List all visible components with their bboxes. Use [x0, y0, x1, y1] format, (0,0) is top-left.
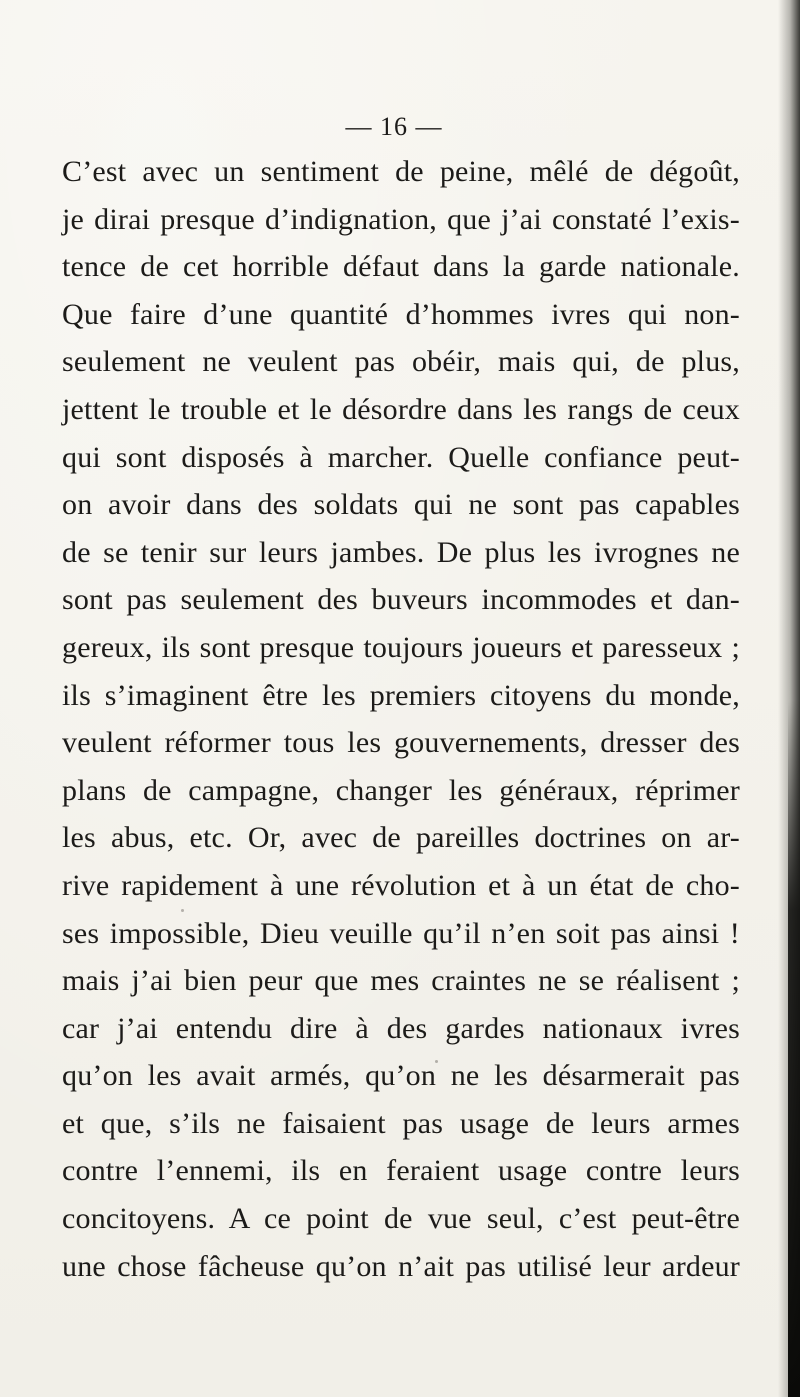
text-line: jettent le trouble et le désordre dans les rangs de ceux: [62, 392, 740, 426]
text-line: sont pas seulement des buveurs incommodes et dan-: [62, 583, 740, 617]
text-line: de se tenir sur leurs jambes. De plus les ivrognes ne: [62, 535, 740, 569]
page-edge-dark: [788, 700, 800, 1397]
text-line: tence de cet horrible défaut dans la garde nationale.: [62, 250, 740, 284]
text-line: on avoir dans des soldats qui ne sont pas capables: [62, 488, 740, 522]
text-line: qu’on les avait armés, qu’on ne les désarmerait pas: [62, 1059, 740, 1093]
text-line: je dirai presque d’indignation, que j’ai constaté l’exis-: [62, 202, 740, 236]
text-line: seulement ne veulent pas obéir, mais qui, de plus,: [62, 345, 740, 379]
text-line: C’est avec un sentiment de peine, mêlé de dégoût,: [62, 155, 740, 188]
text-line: ses impossible, Dieu veuille qu’il n’en soit pas ainsi !: [62, 916, 740, 950]
text-line: rive rapidement à une révolution et à un état de cho-: [62, 868, 740, 902]
text-line: une chose fâcheuse qu’on n’ait pas utilisé leur ardeur: [62, 1249, 740, 1283]
text-line: concitoyens. A ce point de vue seul, c’est peut-être: [62, 1202, 740, 1236]
text-line: gereux, ils sont presque toujours joueurs et paresseux ;: [62, 630, 740, 664]
paper-speck: [435, 1060, 438, 1063]
text-line: plans de campagne, changer les généraux, réprimer: [62, 773, 740, 807]
text-line: car j’ai entendu dire à des gardes nationaux ivres: [62, 1011, 740, 1045]
text-line: et que, s’ils ne faisaient pas usage de leurs armes: [62, 1106, 740, 1140]
text-line: Que faire d’une quantité d’hommes ivres qui non-: [62, 297, 740, 331]
paper-speck: [420, 740, 423, 743]
text-line: ils s’imaginent être les premiers citoyens du monde,: [62, 678, 740, 712]
text-line: veulent réformer tous les gouvernements, dresser des: [62, 726, 740, 760]
text-line: contre l’ennemi, ils en feraient usage contre leurs: [62, 1154, 740, 1188]
paper-speck: [181, 909, 184, 912]
text-line: les abus, etc. Or, avec de pareilles doctrines on ar-: [62, 821, 740, 855]
text-line: mais j’ai bien peur que mes craintes ne se réalisent ;: [62, 964, 740, 998]
page-number: — 16 —: [345, 112, 443, 141]
text-line: qui sont disposés à marcher. Quelle confiance peut-: [62, 440, 740, 474]
body-text: [62, 148, 740, 1290]
